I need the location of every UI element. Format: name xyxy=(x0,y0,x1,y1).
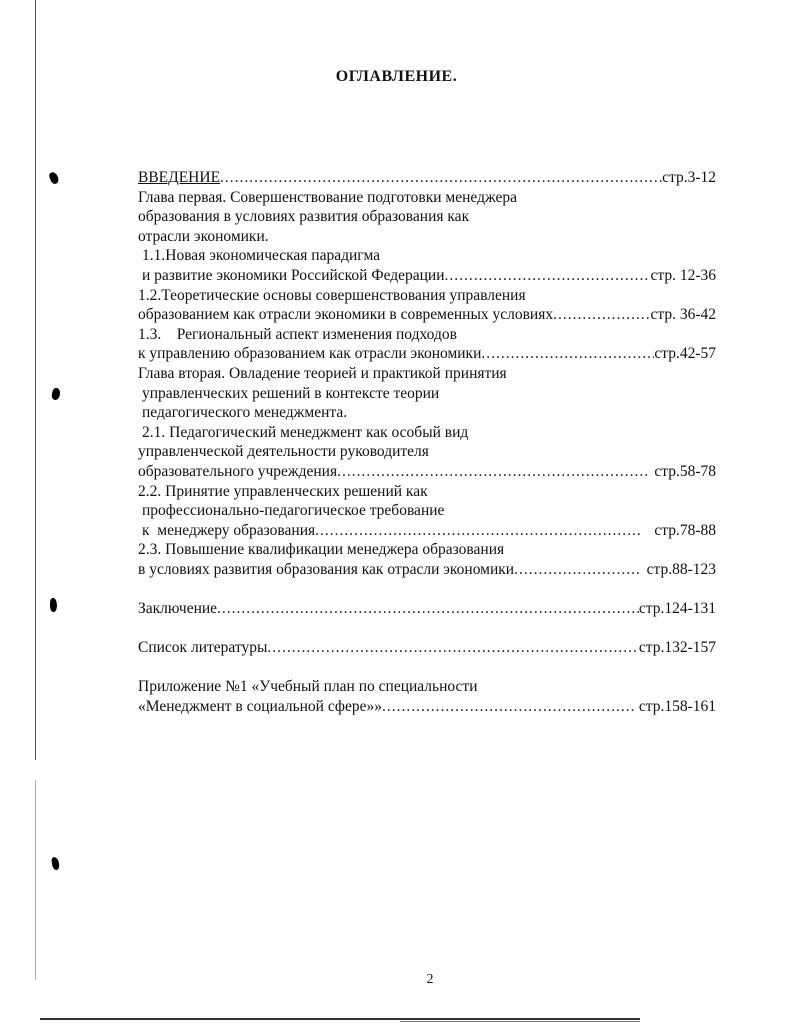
toc-page-ref: стр.42-57 xyxy=(654,345,716,363)
toc-entry-label: «Менеджмент в социальной сфере»» xyxy=(138,698,382,716)
section-title-line: 1.1.Новая экономическая парадигма xyxy=(142,247,381,265)
section-title-line: 2.3. Повышение квалификации менеджера образования xyxy=(138,541,505,559)
toc-page-ref: стр.124-131 xyxy=(638,600,716,618)
leader-dots xyxy=(514,560,641,580)
section-title-line: 1.2.Теоретические основы совершенствования управления xyxy=(138,286,526,304)
leader-dots xyxy=(337,462,650,482)
toc-entry-section-2-3[interactable] xyxy=(138,560,716,580)
page-number: 2 xyxy=(426,972,434,987)
punch-hole-mark xyxy=(48,171,60,185)
leader-dots xyxy=(220,168,662,188)
toc-entry-section-1-1[interactable] xyxy=(138,266,716,286)
toc-entry-label: ВВЕДЕНИЕ xyxy=(138,169,221,186)
toc-entry-section-2-1[interactable] xyxy=(138,462,716,482)
leader-dots xyxy=(382,697,635,717)
appendix-title-line: Приложение №1 «Учебный план по специальности xyxy=(138,678,478,696)
scan-bottom-border-secondary xyxy=(400,1021,640,1022)
toc-entry-label: к менеджеру образования xyxy=(142,521,316,539)
table-of-contents xyxy=(138,168,716,717)
punch-hole-mark xyxy=(50,598,57,612)
section-title-line: 1.3. Региональный аспект изменения подходов xyxy=(138,325,457,343)
toc-entry-section-1-3[interactable] xyxy=(138,344,716,364)
chapter-heading-line: Глава первая. Совершенствование подготовки менеджера xyxy=(138,188,517,206)
toc-entry-label: образовательного учреждения xyxy=(138,462,338,480)
scan-bottom-border xyxy=(40,1018,640,1020)
toc-entry-section-2-2[interactable] xyxy=(138,521,716,541)
chapter-heading-line: отрасли экономики. xyxy=(138,227,269,245)
chapter-heading-line: управленческих решений в контексте теории xyxy=(142,384,440,402)
toc-page-ref: стр. 36-42 xyxy=(650,306,716,324)
toc-page-ref: стр.78-88 xyxy=(654,521,716,539)
toc-page-ref: стр.158-161 xyxy=(638,698,716,716)
toc-entry-label: Список литературы xyxy=(138,639,268,657)
punch-hole-mark xyxy=(51,856,60,870)
toc-entry-references[interactable] xyxy=(138,638,716,658)
page-title: ОГЛАВЛЕНИЕ. xyxy=(335,68,458,85)
section-title-line: управленческой деятельности руководителя xyxy=(138,443,429,461)
toc-entry-label: Заключение xyxy=(138,600,218,618)
leader-dots xyxy=(267,638,639,658)
toc-entry-label: образованием как отрасли экономики в современных условиях xyxy=(138,306,554,324)
section-title-line: 2.2. Принятие управленческих решений как xyxy=(138,482,428,500)
toc-entry-label: и развитие экономики Российской Федерации xyxy=(142,266,445,284)
toc-entry-section-1-2[interactable] xyxy=(138,305,716,325)
toc-entry-introduction[interactable] xyxy=(138,168,716,188)
leader-dots xyxy=(481,344,654,364)
chapter-heading-line: педагогического менеджмента. xyxy=(142,404,348,422)
toc-entry-conclusion[interactable] xyxy=(138,599,716,619)
leader-dots xyxy=(445,266,651,286)
toc-page-ref: стр.88-123 xyxy=(646,560,716,578)
punch-hole-mark xyxy=(51,387,62,401)
chapter-heading-line: Глава вторая. Овладение теорией и практикой принятия xyxy=(138,364,507,382)
section-title-line: 2.1. Педагогический менеджмент как особый вид xyxy=(142,423,469,441)
section-title-line: профессионально-педагогическое требование xyxy=(142,502,445,520)
toc-page-ref: стр. 12-36 xyxy=(650,266,716,284)
toc-entry-appendix[interactable] xyxy=(138,697,716,717)
leader-dots xyxy=(217,599,639,619)
leader-dots xyxy=(553,305,650,325)
toc-entry-label: в условиях развития образования как отрасли экономики xyxy=(138,560,515,578)
leader-dots xyxy=(315,521,640,541)
toc-page-ref: стр.132-157 xyxy=(638,639,716,657)
chapter-heading-line: образования в условиях развития образования как xyxy=(138,208,470,226)
toc-page-ref: стр.3-12 xyxy=(662,169,716,186)
scan-left-border xyxy=(35,0,36,760)
scan-left-border-lower xyxy=(35,780,36,980)
toc-page-ref: стр.58-78 xyxy=(654,462,716,480)
toc-entry-label: к управлению образованием как отрасли экономики xyxy=(138,345,482,363)
